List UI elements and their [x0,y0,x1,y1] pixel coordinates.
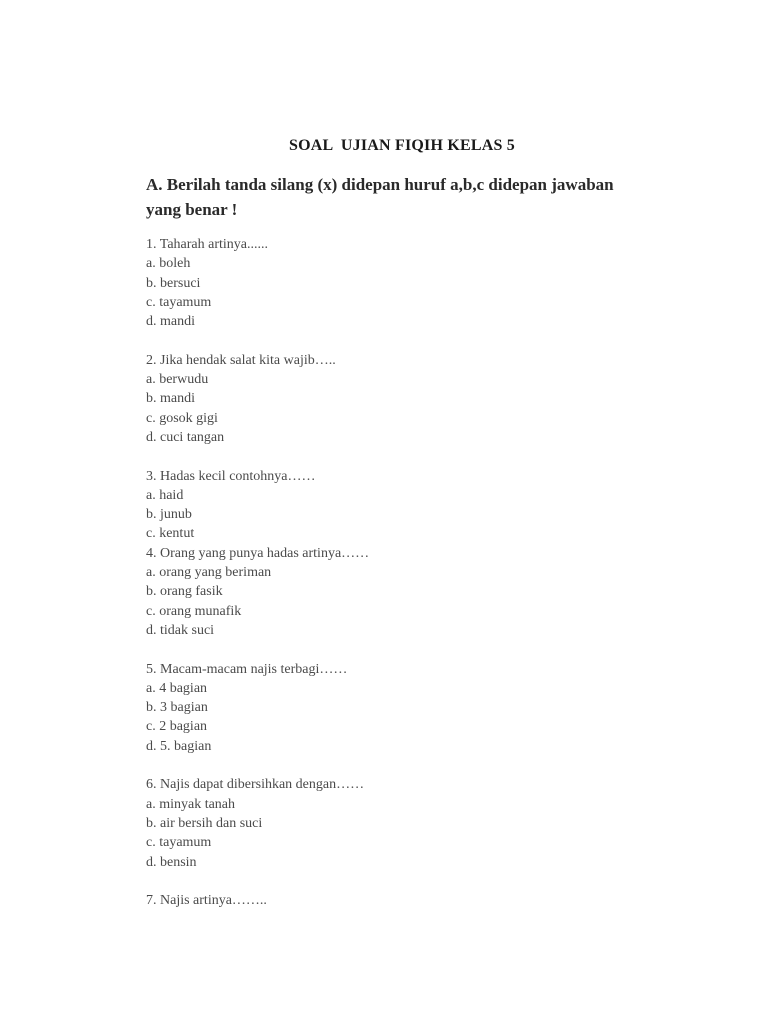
question-text: 5. Macam-macam najis terbagi…… [146,661,348,677]
question-text: 1. Taharah artinya...... [146,237,268,252]
answer-option: d. 5. bagian [146,738,212,754]
answer-option: a. berwudu [146,372,209,388]
answer-option: b. bersuci [146,275,201,291]
answer-option: c. kentut [146,526,195,542]
instruction-heading: A. Berilah tanda silang (x) didepan huruf a,b,c didepan jawaban yang benar ! [146,175,614,219]
answer-option: c. tayamum [146,294,212,310]
answer-option: a. boleh [146,256,191,272]
answer-option: c. tayamum [146,835,212,851]
answer-option: b. mandi [146,391,195,407]
spacer [146,872,626,891]
answer-option: d. bensin [146,854,197,870]
answer-option: b. air bersih dan suci [146,815,263,831]
answer-option: b. 3 bagian [146,700,208,716]
spacer [146,331,626,350]
spacer [146,640,626,659]
answer-option: a. 4 bagian [146,680,208,696]
answer-option: d. cuci tangan [146,429,225,445]
spacer [146,756,626,775]
question-text: 2. Jika hendak salat kita wajib….. [146,352,336,368]
question-text: 7. Najis artinya…….. [146,893,267,909]
answer-option: b. junub [146,507,192,523]
answer-option: a. minyak tanah [146,796,236,812]
answer-option: b. orang fasik [146,584,223,600]
question-text: 4. Orang yang punya hadas artinya…… [146,545,370,561]
spacer [146,447,626,466]
question-text: 3. Hadas kecil contohnya…… [146,468,316,484]
answer-option: a. haid [146,487,184,503]
answer-option: a. orang yang beriman [146,565,272,581]
question-list [146,235,626,910]
answer-option: c. 2 bagian [146,719,208,735]
page-title: SOAL UJIAN FIQIH KELAS 5 [289,137,515,154]
answer-option: c. gosok gigi [146,410,218,426]
answer-option: d. mandi [146,314,195,330]
answer-option: c. orang munafik [146,603,242,619]
question-text: 6. Najis dapat dibersihkan dengan…… [146,777,365,793]
answer-option: d. tidak suci [146,622,215,638]
